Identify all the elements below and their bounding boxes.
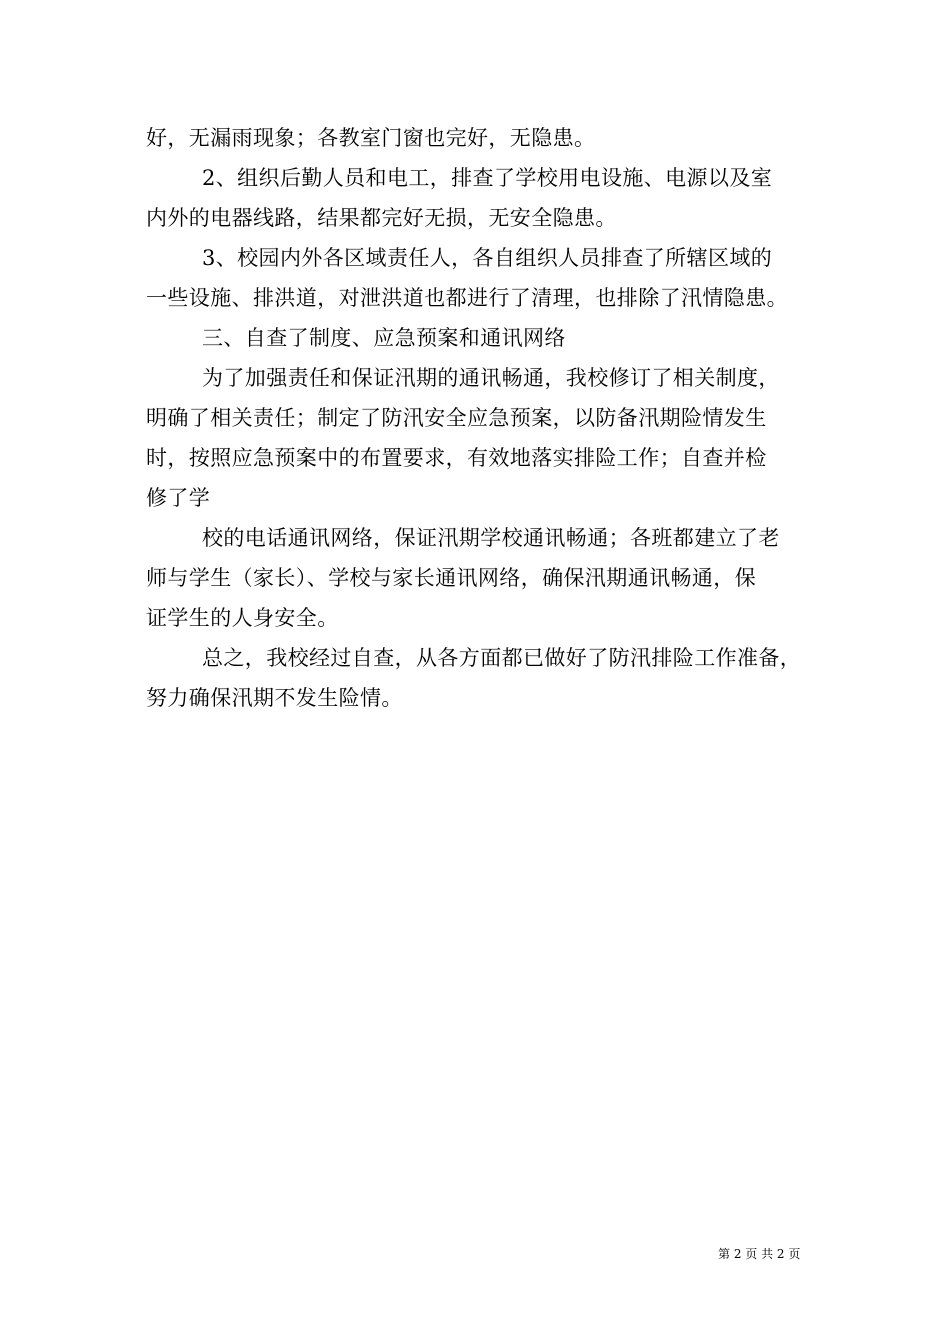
text-line: 内外的电器线路，结果都完好无损，无安全隐患。: [146, 206, 617, 230]
text-line: 努力确保汛期不发生险情。: [146, 686, 403, 710]
text-line: 证学生的人身安全。: [146, 606, 339, 630]
text-line: 一些设施、排洪道，对泄洪道也都进行了清理，也排除了汛情隐患。: [146, 286, 788, 310]
text-line: 好，无漏雨现象；各教室门窗也完好，无隐患。: [146, 126, 596, 150]
text-line: 总之，我校经过自查，从各方面都已做好了防汛排险工作准备，: [202, 646, 802, 670]
text-line: 师与学生（家长）、学校与家长通讯网络，确保汛期通讯畅通，保: [146, 566, 757, 590]
text-line: 修了学: [146, 486, 211, 510]
page-number: 第 2 页 共 2 页: [718, 1247, 801, 1261]
section-heading: 三、自查了制度、应急预案和通讯网络: [202, 326, 566, 350]
document-body: [146, 118, 826, 718]
text-line: 为了加强责任和保证汛期的通讯畅通，我校修订了相关制度，: [202, 366, 780, 390]
text-line: 校的电话通讯网络，保证汛期学校通讯畅通；各班都建立了老: [202, 526, 780, 550]
text-line: 明确了相关责任；制定了防汛安全应急预案，以防备汛期险情发生: [146, 406, 767, 430]
text-line: 2、组织后勤人员和电工，排查了学校用电设施、电源以及室: [202, 166, 773, 190]
text-line: 时，按照应急预案中的布置要求，有效地落实排险工作；自查并检: [146, 446, 767, 470]
text-line: 3、校园内外各区域责任人，各自组织人员排查了所辖区域的: [202, 246, 773, 270]
